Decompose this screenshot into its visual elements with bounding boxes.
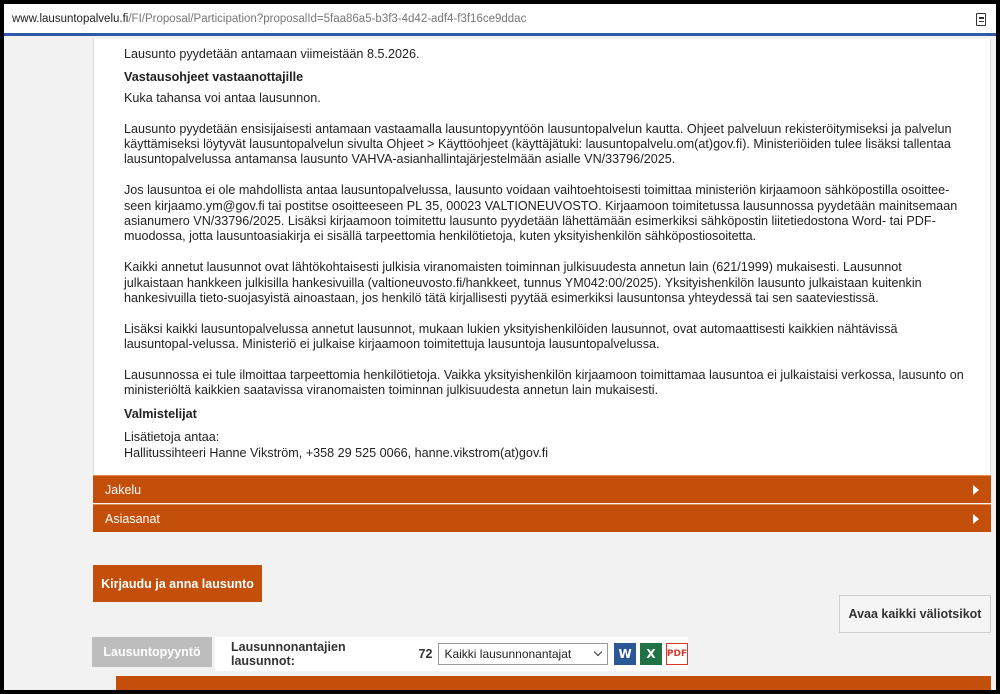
instructions-paragraph-4: Kaikki annetut lausunnot ovat lähtökohtaisesti julkisia viranomaisten toiminnan julkisuudesta annetun lain (621/1999) mukaisesti. Lausunnot julkaistaan hankkeen julkisilla hankesivuilla (valtioneuvosto.fi/hankkeet, tunnus YM042:00/2025). Yksityishenkilön lausunto julkaistaan kuitenkin hankesivuilla tieto-suojasyistä ainoastaan, jos henkilö tätä kirjallisesti pyytää esimerkiksi lausuntonsa yhteydessä tai sen saateviestissä.	[124, 260, 922, 306]
statements-count: 72	[418, 647, 433, 661]
accordion-keywords-label: Asiasanat	[105, 511, 160, 526]
instructions-paragraph-6: Lausunnossa ei tule ilmoittaa tarpeettomia henkilötietoja. Vaikka yksityishenkilön kirjaamoon toimittamaa lausuntoa ei julkaistaisi verkossa, lausunto on ministeriöltä kaikkien saatavissa viranomaisten toiminnan julkisuudesta annetun lain mukaisesti.	[124, 368, 964, 398]
statements-label: Lausunnonantajien lausunnot:	[231, 640, 346, 668]
instructions-heading: Vastausohjeet vastaanottajille	[124, 70, 304, 85]
instructions-paragraph-3: Jos lausuntoa ei ole mahdollista antaa lausuntopalvelussa, lausunto voidaan vaihtoehtoisesti toimittaa ministeriön kirjaamoon sähköpostilla osoittee-seen kirjaamo.ym@gov.fi tai postitse osoitteeseen PL 35, 00023 VALTIONEUVOSTO. Kirjaamoon toimitetussa lausunnossa pyydetään mainitsemaan asianumero VN/33796/2025. Lisäksi kirjaamoon toimitettu lausunto pyydetään lähettämään esimerkiksi sähköpostin liitetiedostona Word- tai PDF-muodossa, jotta lausuntoasiakirja ei sisällä tarpeettomia henkilötietoja, kuten yksityishenkilön sähköpostiosoitetta.	[124, 183, 958, 244]
word-export-icon[interactable]: W	[614, 643, 636, 665]
browser-window	[4, 4, 996, 690]
instructions-paragraph-2: Lausunto pyydetään ensisijaisesti antamaan vastaamalla lausuntopyyntöön lausuntopalvelun kautta. Ohjeet palveluun rekisteröitymiseksi ja palvelun käyttämiseksi löytyvät lausuntopalvelun sivulta Ohjeet > Käyttöohjeet (käyttäjätuki: lausuntopalvelu.om(at)gov.fi). Ministeriöiden tulee lisäksi tallentaa lausuntopalvelussa antamansa lausunto VAHVA-asianhallintajärjestelmään asialle VN/33796/2025.	[124, 121, 952, 167]
preparers-heading: Valmistelijat	[124, 406, 197, 421]
accordion-keywords[interactable]	[93, 504, 991, 532]
respondent-filter-select[interactable]	[438, 643, 608, 665]
accordion-distribution-label: Jakelu	[105, 482, 142, 497]
deadline-text: Lausunto pyydetään antamaan viimeistään 8.5.2026.	[124, 47, 420, 61]
contact-intro: Lisätietoja antaa:	[124, 430, 220, 445]
reader-view-icon[interactable]	[976, 13, 986, 26]
instructions-paragraph-5: Lisäksi kaikki lausuntopalvelussa annetut lausunnot, mukaan lukien yksityishenkilöiden lausunnot, ovat automaattisesti kaikkien nähtävissä lausuntopal-velussa. Ministeriö ei julkaise kirjaamoon toimitettuja lausuntoja lausuntopalvelussa.	[124, 321, 898, 352]
chevron-right-icon	[973, 514, 979, 524]
open-all-subheadings-button[interactable]: Avaa kaikki väliotsikot	[839, 595, 991, 633]
address-bar[interactable]	[4, 4, 996, 36]
tab-statements[interactable]	[215, 637, 688, 671]
url-host: www.lausuntopalvelu.fi	[12, 12, 129, 25]
chevron-down-icon	[594, 648, 602, 656]
login-and-submit-button[interactable]: Kirjaudu ja anna lausunto	[93, 565, 262, 602]
proposal-content	[93, 39, 991, 475]
accordion-distribution[interactable]	[93, 475, 991, 503]
statements-header-strip	[116, 676, 991, 690]
tab-request[interactable]: Lausuntopyyntö	[92, 637, 212, 667]
pdf-export-icon[interactable]: PDF	[666, 643, 688, 665]
contact-details: Hallitussihteeri Hanne Vikström, +358 29 525 0066, hanne.vikstrom(at)gov.fi	[124, 445, 549, 460]
chevron-right-icon	[973, 485, 979, 495]
instructions-paragraph-1: Kuka tahansa voi antaa lausunnon.	[124, 90, 321, 105]
respondent-filter-value: Kaikki lausunnonantajat	[444, 647, 572, 661]
excel-export-icon[interactable]: X	[640, 643, 662, 665]
url-path: /FI/Proposal/Participation?proposalId=5faa86a5-b3f3-4d42-adf4-f3f16ce9ddac	[128, 12, 527, 25]
